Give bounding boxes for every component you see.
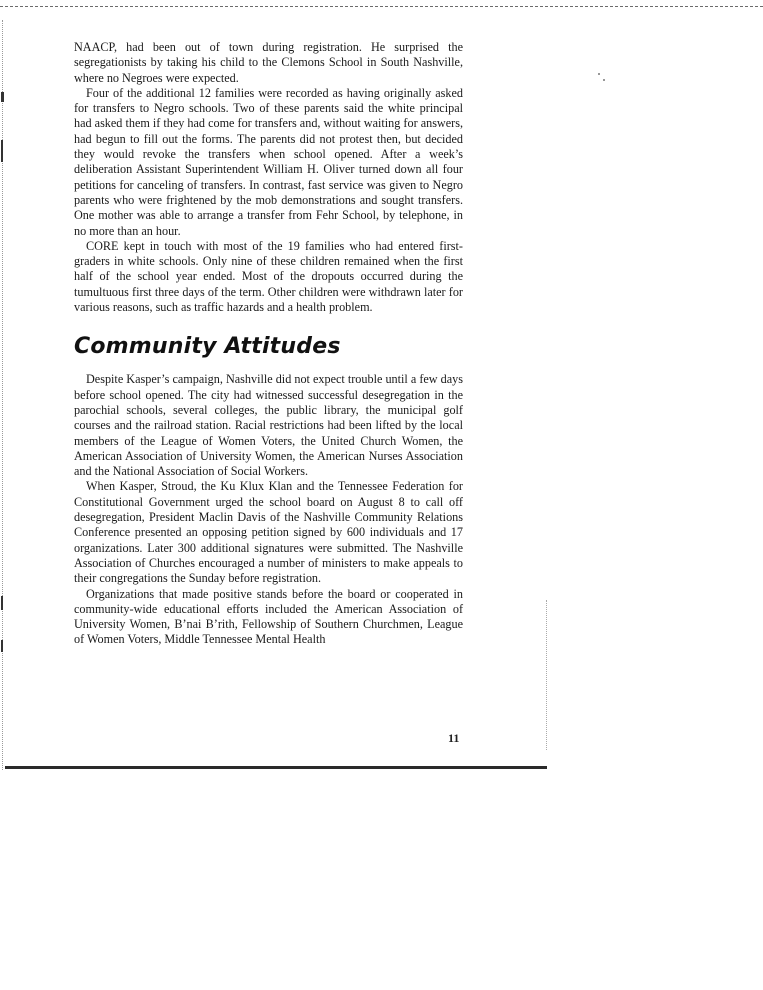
- scan-right-dots: [546, 600, 547, 750]
- scan-left-mark: [1, 596, 3, 610]
- body-paragraph: CORE kept in touch with most of the 19 families who had entered first-graders in white schools. Only nine of these children remained when the first half of the school year ended. Most of the dropouts occurred during the tumultuous first three days of the term. Other children were withdrawn later for various reasons, such as traffic hazards and a health problem.: [74, 238, 463, 315]
- page-body: [74, 40, 463, 648]
- scan-left-mark: [1, 140, 3, 162]
- scan-speck: [603, 79, 605, 81]
- body-paragraph: Despite Kasper’s campaign, Nashville did not expect trouble until a few days before school opened. The city had witnessed successful desegregation in the parochial schools, several colleges, the public library, the municipal golf courses and the railroad station. Racial restrictions had been lifted by the local members of the League of Women Voters, the United Church Women, the American Association of University Women, the American Nurses Association and the National Association of Social Workers.: [74, 372, 463, 479]
- page-number: 11: [448, 731, 460, 745]
- scan-left-mark: [1, 640, 3, 652]
- scan-top-rule: [0, 6, 763, 7]
- body-paragraph: Organizations that made positive stands before the board or cooperated in community-wide educational efforts included the American Association of University Women, B’nai B’rith, Fellowship of Southern Churchmen, League of Women Voters, Middle Tennessee Mental Health: [74, 586, 463, 647]
- scan-left-edge: [2, 20, 3, 770]
- section-heading: Community Attitudes: [74, 334, 341, 360]
- body-paragraph: When Kasper, Stroud, the Ku Klux Klan and the Tennessee Federation for Constitutional Government urged the school board on August 8 to call off desegregation, President Maclin Davis of the Nashville Community Relations Conference presented an opposing petition signed by 600 individuals and 17 organizations. Later 300 additional signatures were submitted. The Nashville Association of Churches encouraged a number of ministers to make appeals to their congregations the Sunday before registration.: [74, 479, 463, 586]
- scan-bottom-rule: [5, 766, 547, 769]
- scan-left-mark: [1, 92, 4, 102]
- body-paragraph: NAACP, had been out of town during registration. He surprised the segregationists by taking his child to the Clemons School in South Nashville, where no Negroes were expected.: [74, 40, 463, 85]
- body-paragraph: Four of the additional 12 families were recorded as having originally asked for transfers to Negro schools. Two of these parents said the white principal had asked them if they had come for transfers and, without waiting for answers, had begun to fill out the forms. The parents did not protest then, but decided they would revoke the transfers when school opened. After a week’s deliberation Assistant Superintendent William H. Oliver turned down all four petitions for canceling of transfers. In contrast, fast service was given to Negro parents who were frightened by the mob demonstrations and sought transfers. One mother was able to arrange a transfer from Fehr School, by telephone, in no more than an hour.: [74, 85, 463, 238]
- scan-speck: [598, 73, 600, 75]
